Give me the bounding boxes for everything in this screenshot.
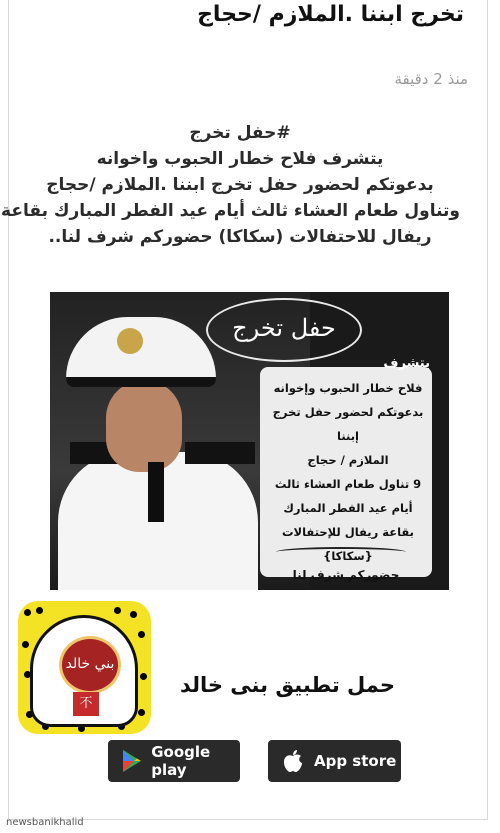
download-app-text: حمل تطبيق بنى خالد (179, 673, 395, 697)
invitation-image[interactable] (50, 292, 449, 590)
ornament-divider (276, 547, 406, 557)
post-title: تخرج ابننا .الملازم /حجاج (197, 2, 464, 27)
snapcode-dot (138, 631, 145, 638)
post-timestamp: منذ 2 دقيقة (394, 70, 468, 88)
snapcode-dot (22, 641, 29, 648)
post-line: #حفل تخرج (189, 123, 291, 143)
cap-badge (117, 328, 143, 354)
tie (148, 462, 164, 522)
post-line: يتشرف فلاح خطار الحبوب واخوانه (96, 149, 384, 169)
invitation-line: يتشرف (383, 356, 430, 371)
bani-khalid-logo: بني خالد (59, 636, 121, 694)
invitation-line: أيام عيد الفطر المبارك (283, 501, 413, 515)
face (106, 380, 182, 472)
google-play-button[interactable] (108, 740, 240, 782)
source-watermark: newsbanikhalid (6, 817, 84, 828)
play-triangle-icon (120, 748, 143, 774)
snapcode-dot (140, 673, 147, 680)
invitation-text (262, 352, 434, 568)
snapcode[interactable] (18, 601, 151, 734)
invitation-line: فلاح خطار الحبوب وإخوانه (273, 381, 423, 395)
app-store-button[interactable] (268, 740, 401, 782)
invitation-footer: حضوركم شرف لنا (292, 568, 400, 582)
invitation-line: الملازم / حجاج (307, 453, 389, 467)
invitation-line: بدعوتكم لحضور حفل تخرج إبننا (272, 405, 424, 443)
post-line: وتناول طعام العشاء ثالث أيام عيد الفطر المبارك بقاعة (1, 201, 460, 221)
officer-cap (66, 317, 216, 387)
invitation-line: {سكاكا} (323, 549, 373, 563)
snapcode-dot (138, 709, 145, 716)
snapcode-dot (36, 607, 43, 614)
snapcode-dot (24, 609, 31, 616)
snapcode-dot (114, 607, 121, 614)
google-play-label: Google play (151, 743, 211, 779)
post-body (1, 120, 460, 250)
apple-icon (280, 748, 306, 774)
app-store-label: App store (314, 752, 397, 770)
snapcode-dot (130, 611, 137, 618)
post-line: بدعوتكم لحضور حفل تخرج ابننا .الملازم /حجاج (46, 175, 434, 195)
snapchat-ghost-icon (30, 615, 138, 727)
epaulet (185, 442, 255, 464)
invitation-line: 9 تناول طعام العشاء ثالث (274, 477, 422, 491)
logo-mark: 不 (73, 692, 99, 716)
post-line: ريفال للاحتفالات (سكاكا) حضوركم شرف لنا.. (48, 227, 432, 247)
invitation-line: بقاعة ريفال للإحتفالات (281, 525, 414, 539)
invitation-heading: حفل تخرج (206, 298, 362, 362)
